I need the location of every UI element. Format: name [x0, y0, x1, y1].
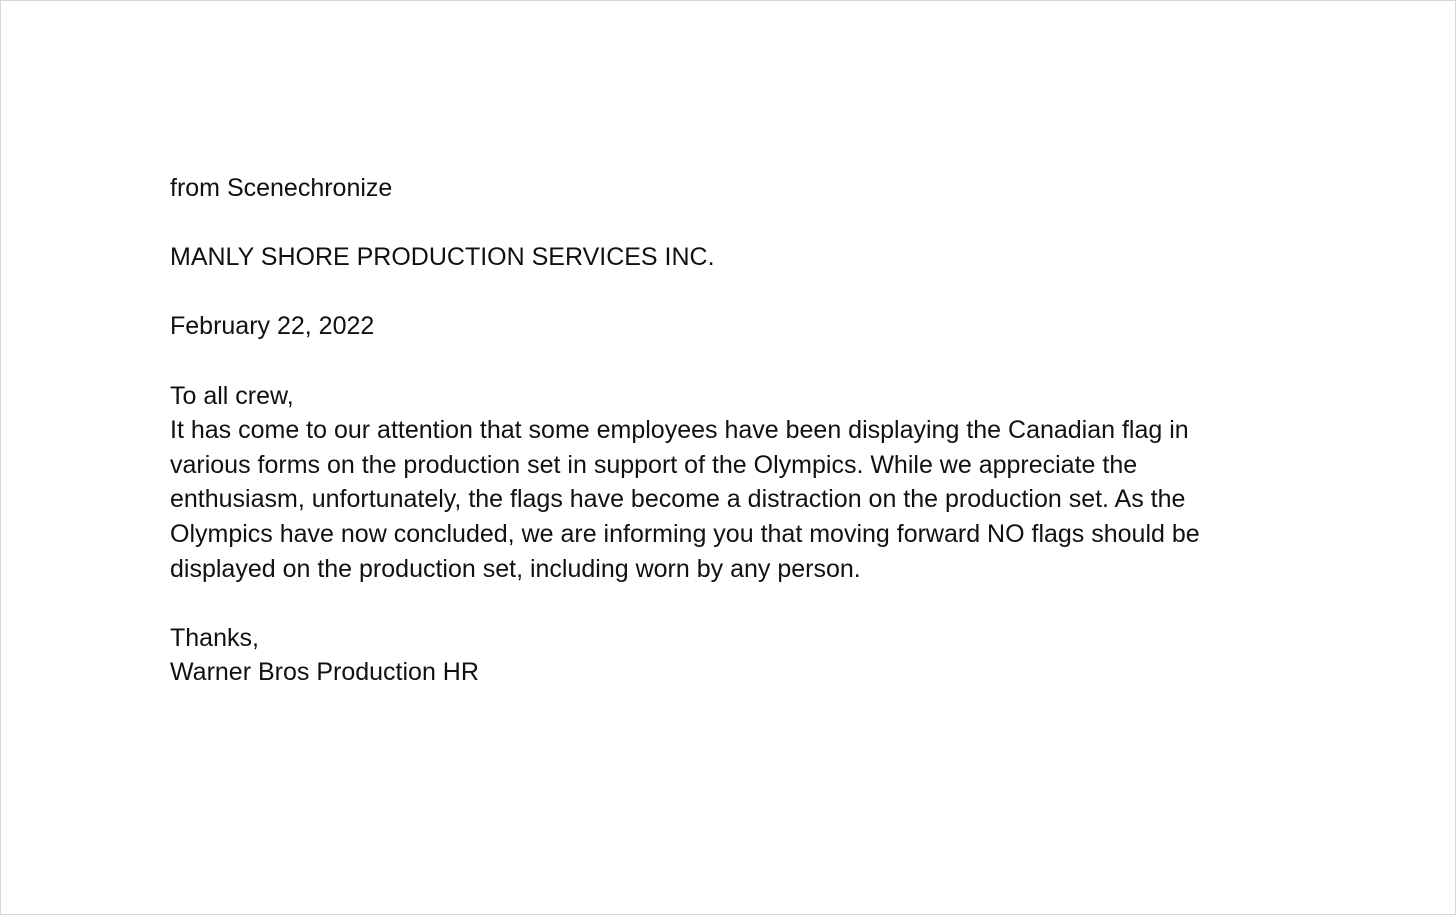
letter-content — [170, 171, 1270, 690]
salutation: To all crew, — [170, 381, 294, 410]
company-name: MANLY SHORE PRODUCTION SERVICES INC. — [170, 243, 715, 272]
spacer — [170, 275, 1270, 310]
signature: Warner Bros Production HR — [170, 658, 479, 687]
from-line: from Scenechronize — [170, 174, 393, 202]
spacer — [170, 344, 1270, 379]
spacer — [170, 206, 1270, 241]
spacer — [170, 586, 1270, 621]
closing: Thanks, — [170, 623, 259, 652]
letter-date: February 22, 2022 — [170, 312, 375, 341]
letter-body: It has come to our attention that some employees have been displaying the Canadian flag in various forms on the production set in support of the Olympics. While we appreciate the enthusiasm, unfortunately, the flags have become a distraction on the production set. As the Olympics have now concluded, we are informing you that moving forward NO flags should be displayed on the production set, including worn by any person. — [170, 416, 1200, 583]
